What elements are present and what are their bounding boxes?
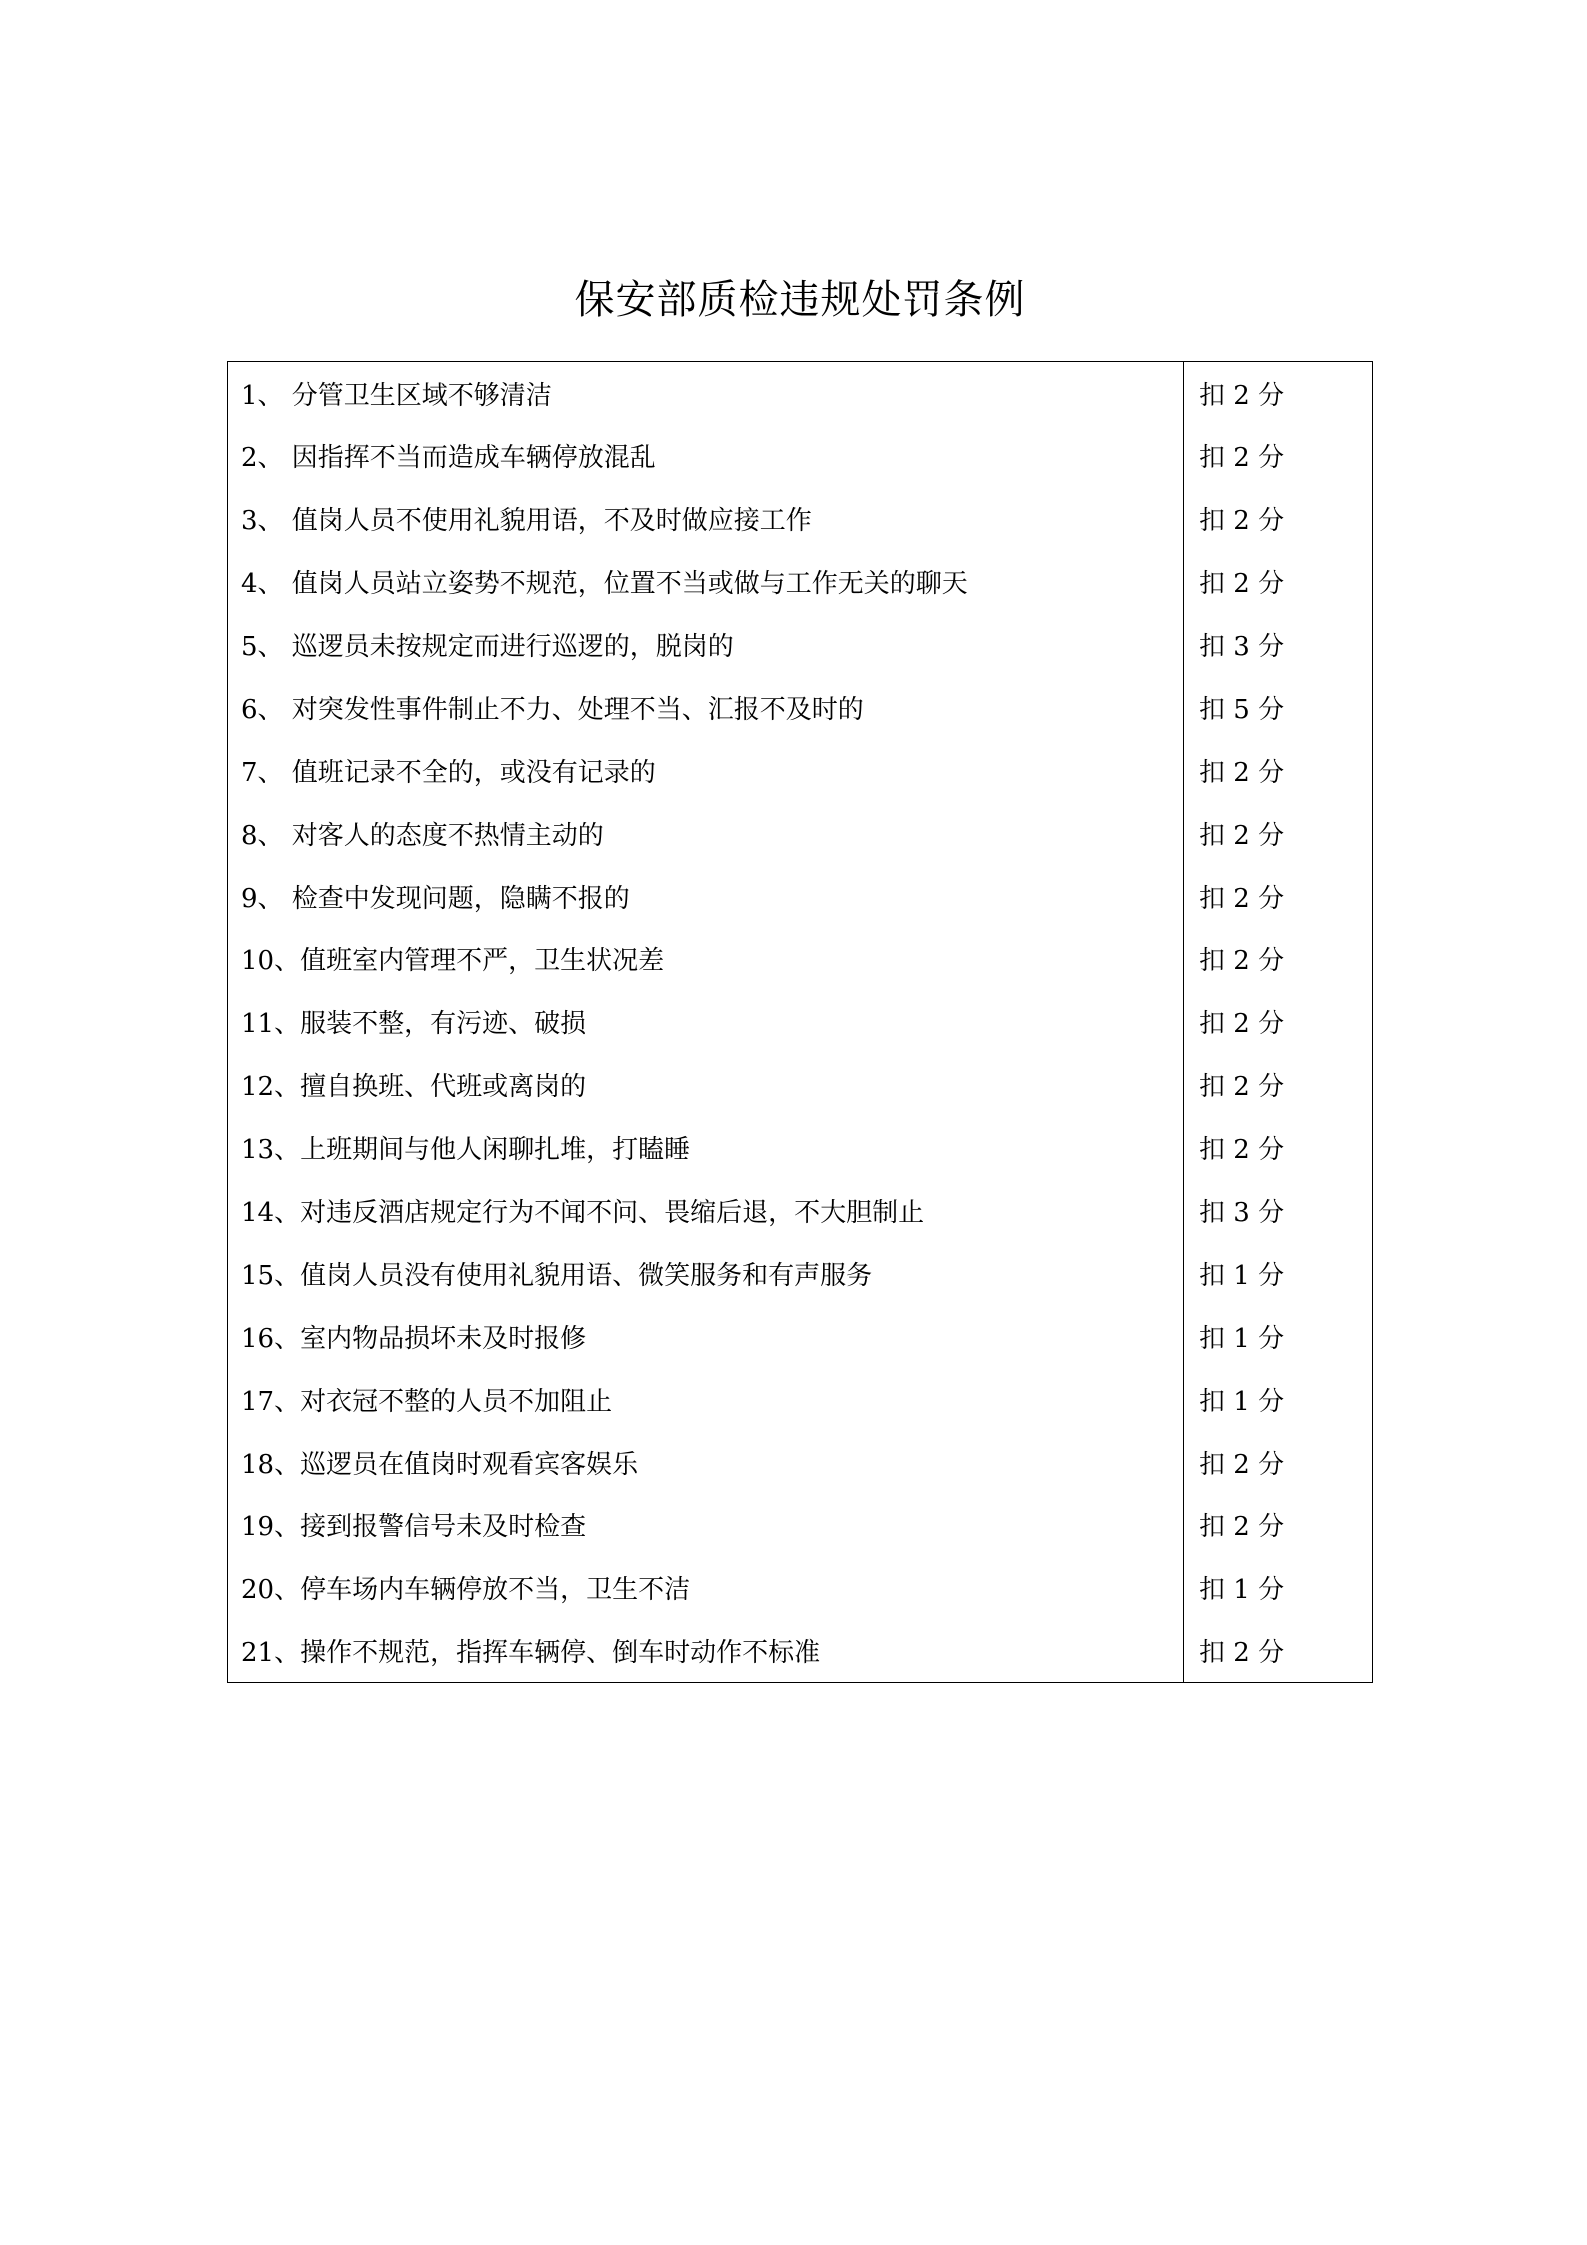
rule-penalty: 扣 5 分 bbox=[1184, 676, 1373, 739]
rule-description: 5、 巡逻员未按规定而进行巡逻的，脱岗的 bbox=[241, 632, 734, 662]
rule-penalty: 扣 2 分 bbox=[1184, 865, 1373, 928]
rule-description: 1、 分管卫生区域不够清洁 bbox=[241, 380, 552, 411]
table-row bbox=[228, 865, 1373, 928]
table-row bbox=[228, 1494, 1373, 1557]
table-row bbox=[228, 487, 1373, 550]
rule-penalty: 扣 2 分 bbox=[1184, 362, 1373, 425]
rule-description: 17、对衣冠不整的人员不加阻止 bbox=[241, 1386, 613, 1417]
table-row bbox=[228, 550, 1373, 613]
rule-description: 7、 值班记录不全的，或没有记录的 bbox=[241, 757, 656, 788]
rule-description: 13、上班期间与他人闲聊扎堆，打瞌睡 bbox=[241, 1135, 691, 1166]
table-row bbox=[228, 739, 1373, 802]
rule-penalty: 扣 3 分 bbox=[1184, 1179, 1373, 1242]
rule-penalty: 扣 3 分 bbox=[1184, 613, 1373, 676]
table-row bbox=[228, 1179, 1373, 1242]
table-row bbox=[228, 1619, 1373, 1682]
rule-penalty: 扣 2 分 bbox=[1184, 1116, 1373, 1179]
table-row bbox=[228, 1116, 1373, 1179]
rule-penalty: 扣 2 分 bbox=[1184, 739, 1373, 802]
table-row bbox=[228, 1556, 1373, 1619]
table-row bbox=[228, 676, 1373, 739]
table-row bbox=[228, 990, 1373, 1053]
rule-description: 18、巡逻员在值岗时观看宾客娱乐 bbox=[241, 1449, 639, 1480]
rule-description: 16、室内物品损坏未及时报修 bbox=[241, 1323, 587, 1354]
table-row bbox=[228, 802, 1373, 865]
table-row bbox=[228, 1368, 1373, 1431]
rule-description: 2、 因指挥不当而造成车辆停放混乱 bbox=[241, 443, 656, 474]
rule-description: 19、接到报警信号未及时检查 bbox=[241, 1512, 587, 1543]
rule-penalty: 扣 2 分 bbox=[1184, 1619, 1373, 1682]
rule-description: 15、值岗人员没有使用礼貌用语、微笑服务和有声服务 bbox=[241, 1260, 873, 1291]
table-row bbox=[228, 362, 1373, 425]
rule-description: 8、 对客人的态度不热情主动的 bbox=[241, 820, 604, 851]
rule-penalty: 扣 1 分 bbox=[1184, 1242, 1373, 1305]
rule-description: 11、服装不整，有污迹、破损 bbox=[241, 1009, 587, 1040]
rule-description: 9、 检查中发现问题，隐瞒不报的 bbox=[241, 883, 630, 914]
table-row bbox=[228, 1431, 1373, 1494]
rule-description: 3、 值岗人员不使用礼貌用语，不及时做应接工作 bbox=[241, 506, 812, 537]
rule-penalty: 扣 2 分 bbox=[1184, 990, 1373, 1053]
rule-description: 10、值班室内管理不严，卫生状况差 bbox=[241, 946, 665, 977]
rule-penalty: 扣 2 分 bbox=[1184, 802, 1373, 865]
penalty-table bbox=[227, 361, 1373, 1683]
rule-penalty: 扣 1 分 bbox=[1184, 1305, 1373, 1368]
rule-penalty: 扣 2 分 bbox=[1184, 550, 1373, 613]
rule-description: 20、停车场内车辆停放不当，卫生不洁 bbox=[241, 1575, 691, 1606]
table-row bbox=[228, 1053, 1373, 1116]
document-title: 保安部质检违规处罚条例 bbox=[574, 277, 1026, 323]
rule-description: 12、擅自换班、代班或离岗的 bbox=[241, 1072, 587, 1103]
table-row bbox=[228, 613, 1373, 676]
rule-penalty: 扣 1 分 bbox=[1184, 1556, 1373, 1619]
rule-penalty: 扣 2 分 bbox=[1184, 424, 1373, 487]
table-row bbox=[228, 1242, 1373, 1305]
table-row bbox=[228, 424, 1373, 487]
rule-penalty: 扣 2 分 bbox=[1184, 1431, 1373, 1494]
rule-description: 6、 对突发性事件制止不力、处理不当、汇报不及时的 bbox=[241, 694, 864, 725]
rule-penalty: 扣 2 分 bbox=[1184, 928, 1373, 991]
rule-penalty: 扣 1 分 bbox=[1184, 1368, 1373, 1431]
rule-penalty: 扣 2 分 bbox=[1184, 487, 1373, 550]
table-row bbox=[228, 928, 1373, 991]
rule-penalty: 扣 2 分 bbox=[1184, 1494, 1373, 1557]
table-row bbox=[228, 1305, 1373, 1368]
rule-description: 14、对违反酒店规定行为不闻不问、畏缩后退，不大胆制止 bbox=[241, 1198, 925, 1229]
rule-description: 4、 值岗人员站立姿势不规范，位置不当或做与工作无关的聊天 bbox=[241, 569, 968, 600]
rule-penalty: 扣 2 分 bbox=[1184, 1053, 1373, 1116]
rule-description: 21、操作不规范，指挥车辆停、倒车时动作不标准 bbox=[241, 1638, 821, 1668]
